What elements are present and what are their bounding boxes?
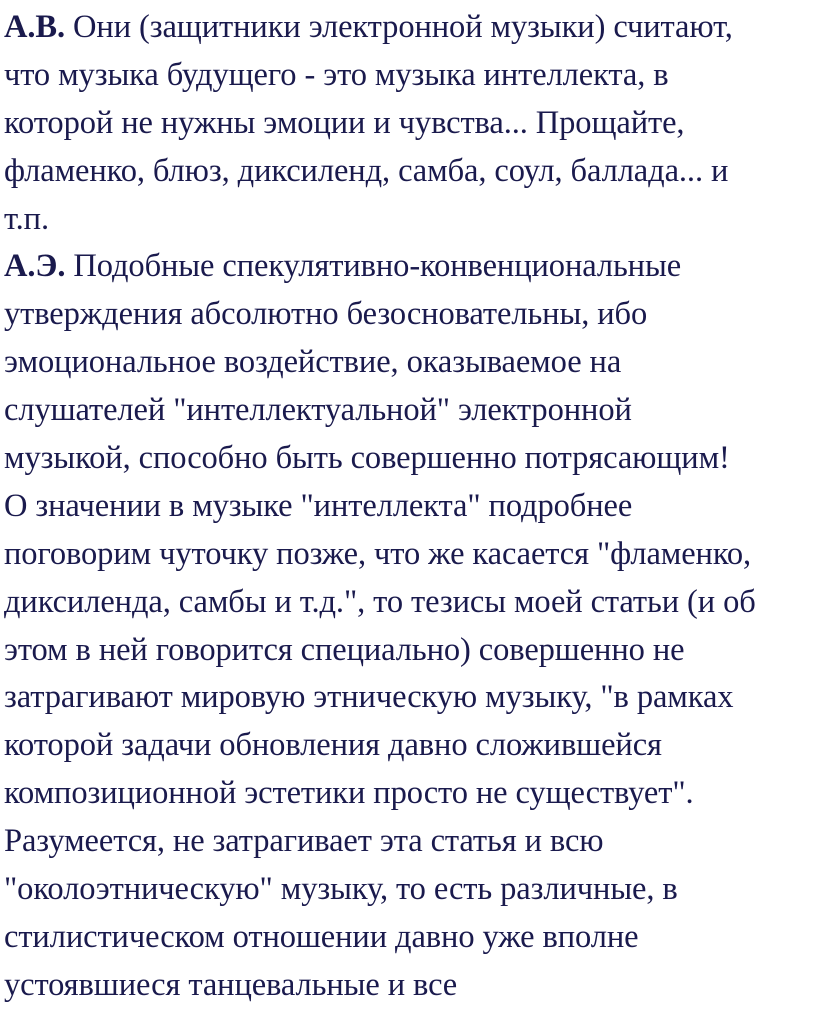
line-text: Они (защитники электронной музыки) считают, [65, 9, 733, 45]
text-line: диксиленда, самбы и т.д.", то тезисы моей статьи (и об [4, 583, 756, 620]
paragraph-ae [4, 243, 814, 1009]
text-line: стилистическом отношении давно уже вполне [4, 918, 639, 955]
document-body [4, 4, 814, 1010]
paragraph-av [4, 4, 814, 243]
text-line: фламенко, блюз, диксиленд, самба, соул, баллада... и [4, 152, 729, 189]
text-line: которой не нужны эмоции и чувства... Прощайте, [4, 104, 685, 141]
text-line: т.п. [4, 200, 50, 237]
text-line: утверждения абсолютно безосновательны, ибо [4, 296, 648, 333]
text-line: О значении в музыке "интеллекта" подробнее [4, 487, 633, 524]
line-text: Подобные спекулятивно-конвенциональные [65, 248, 682, 285]
text-line: затрагивают мировую этническую музыку, "в рамках [4, 679, 734, 716]
text-line: "околоэтническую" музыку, то есть различные, в [4, 871, 678, 908]
text-line: устоявшиеся танцевальные и все [4, 966, 458, 1003]
text-line [4, 243, 814, 291]
text-line: Разумеется, не затрагивает эта статья и всю [4, 823, 604, 860]
text-line: которой задачи обновления давно сложившейся [4, 727, 662, 764]
speaker-label: А.В. [4, 9, 65, 45]
text-line: поговорим чуточку позже, что же касается "фламенко, [4, 535, 752, 572]
text-line: музыкой, способно быть совершенно потрясающим! [4, 440, 730, 477]
text-line: композиционной эстетики просто не существует". [4, 775, 694, 812]
text-line [4, 4, 814, 52]
text-line: эмоциональное воздействие, оказываемое на [4, 344, 622, 381]
text-line: что музыка будущего - это музыка интеллекта, в [4, 56, 669, 93]
speaker-label: А.Э. [4, 248, 66, 285]
text-line: слушателей "интеллектуальной" электронной [4, 392, 632, 429]
text-line: этом в ней говорится специально) совершенно не [4, 631, 685, 668]
